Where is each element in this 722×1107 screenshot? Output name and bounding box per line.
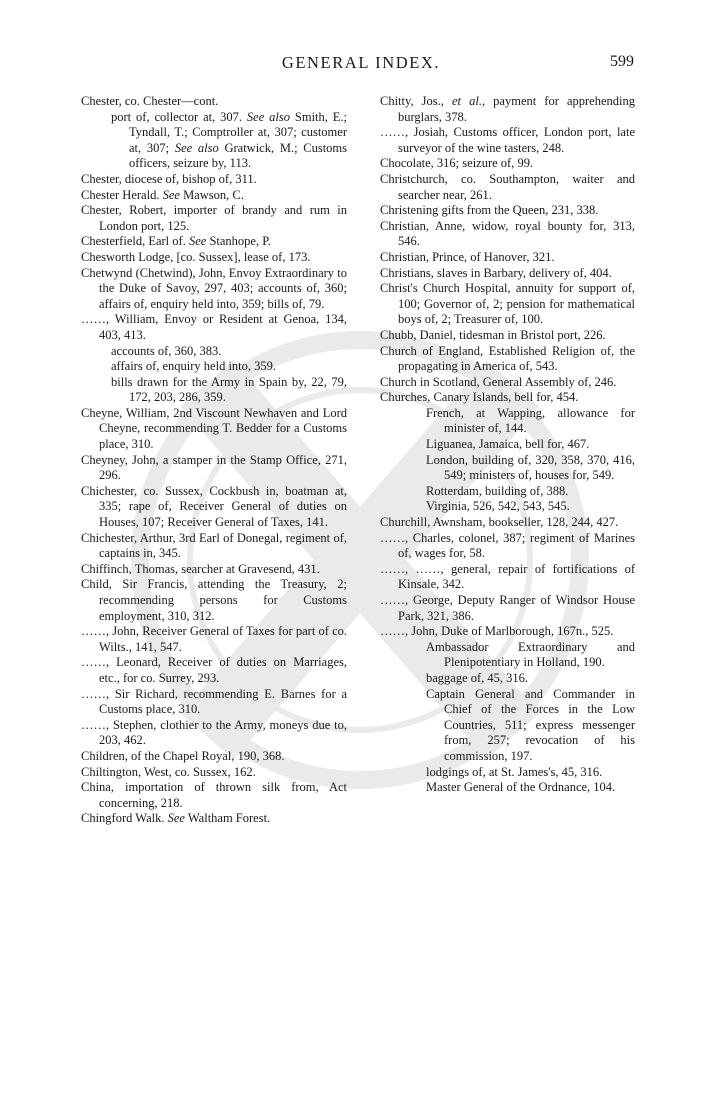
sub-entry: Ambassador Extraordinary and Plenipotentiary in Holland, 190. xyxy=(426,639,635,670)
index-entry: Christening gifts from the Queen, 231, 338. xyxy=(380,203,599,218)
sub-entry: baggage of, 45, 316. xyxy=(426,670,529,685)
sub-entry: lodgings of, at St. James's, 45, 316. xyxy=(426,764,603,779)
index-entry: Chetwynd (Chetwind), John, Envoy Extraordinary to the Duke of Savoy, 297, 403; accounts of, 360; affairs of, enquiry held into, 359; bills of, 79. xyxy=(81,265,347,311)
index-entry: ……, ……, general, repair of fortifications of Kinsale, 342. xyxy=(380,561,635,592)
see-ref: See xyxy=(167,811,185,826)
index-entry: ……, John, Duke of Marlborough, 167n., 525. Ambassador Extraordinary and Plenipotentiary in Holland, 190. baggage of, 45, 316. Captain General and Commander in Chief of the Forces in the Low Countries, 511; express messenger from, 257; revocation of his commission, 197. lodgings of, at St. James's, 45, 316. Master General of the Ordnance, 104. xyxy=(380,624,635,795)
index-entry: China, importation of thrown silk from, Act concerning, 218. xyxy=(81,780,347,810)
index-entry: ……, Stephen, clothier to the Army, moneys due to, 203, 462. xyxy=(81,717,347,748)
see-also-ref: See also xyxy=(174,140,219,155)
index-column-left xyxy=(81,94,347,827)
index-entry: Cheyne, William, 2nd Viscount Newhaven and Lord Cheyne, recommending T. Bedder for a Customs place, 310. xyxy=(81,405,347,452)
index-entry: Chitty, Jos., et al., payment for apprehending burglars, 378. xyxy=(380,94,635,124)
index-entry: Chichester, co. Sussex, Cockbush in, boatman at, 335; rape of, Receiver General of duties on Houses, 107; Receiver General of Taxes, 141. xyxy=(81,483,347,530)
sub-entry: port of, collector at, 307. See also Smith, E.; Tyndall, T.; Comptroller at, 307; customer at, 307; See also Gratwick, M.; Customs officers, seizure by, 113. xyxy=(111,109,348,171)
index-entry: ……, Josiah, Customs officer, London port, late surveyor of the wine tasters, 248. xyxy=(380,125,635,155)
index-entry xyxy=(81,94,347,172)
sub-entry: Liguanea, Jamaica, bell for, 467. xyxy=(426,437,590,452)
see-ref: See xyxy=(162,187,180,202)
index-entry: Chingford Walk. See Waltham Forest. xyxy=(81,811,271,826)
sub-entry: accounts of, 360, 383. xyxy=(111,343,222,358)
index-entry: ……, Sir Richard, recommending E. Barnes for a Customs place, 310. xyxy=(81,686,347,717)
index-column-right xyxy=(380,94,635,796)
index-entry: Chesterfield, Earl of. See Stanhope, P. xyxy=(81,234,271,249)
index-entry: Churchill, Awnsham, bookseller, 128, 244, 427. xyxy=(380,515,619,530)
index-entry: Christian, Prince, of Hanover, 321. xyxy=(380,249,555,264)
index-entry: Chocolate, 316; seizure of, 99. xyxy=(380,156,534,171)
index-entry: Chiffinch, Thomas, searcher at Gravesend, 431. xyxy=(81,561,320,576)
index-entry: Child, Sir Francis, attending the Treasury, 2; recommending persons for Customs employment, 310, 312. xyxy=(81,577,347,623)
index-entry: Churches, Canary Islands, bell for, 454. French, at Wapping, allowance for minister of, 144. Liguanea, Jamaica, bell for, 467. London, building of, 320, 358, 370, 416, 549; ministers of, houses for, 549. Rotterdam, building of, 388. Virginia, 526, 542, 543, 545. xyxy=(380,390,635,514)
index-entry: ……, John, Receiver General of Taxes for part of co. Wilts., 141, 547. xyxy=(81,624,347,654)
index-entry: Christian, Anne, widow, royal bounty for, 313, 546. xyxy=(380,218,635,249)
see-also-ref: See also xyxy=(246,109,290,124)
index-entry: Church of England, Established Religion of, the propagating in America of, 543. xyxy=(380,343,635,374)
index-entry: ……, Leonard, Receiver of duties on Marriages, etc., for co. Surrey, 293. xyxy=(81,655,347,685)
index-entry: Chichester, Arthur, 3rd Earl of Donegal, regiment of, captains in, 345. xyxy=(81,530,347,561)
index-entry: Cheyney, John, a stamper in the Stamp Office, 271, 296. xyxy=(81,452,347,483)
index-entry: Children, of the Chapel Royal, 190, 368. xyxy=(81,748,285,763)
index-entry: Chiltington, West, co. Sussex, 162. xyxy=(81,764,256,779)
page-header xyxy=(0,53,722,77)
index-entry: Chesworth Lodge, [co. Sussex], lease of, 173. xyxy=(81,249,311,264)
sub-entry: French, at Wapping, allowance for minister of, 144. xyxy=(426,405,635,436)
sub-entry: Master General of the Ordnance, 104. xyxy=(426,780,616,795)
sub-entry: Rotterdam, building of, 388. xyxy=(426,483,569,498)
index-entry: Church in Scotland, General Assembly of, 246. xyxy=(380,374,617,389)
sub-entry: Virginia, 526, 542, 543, 545. xyxy=(426,499,570,514)
index-entry: Christchurch, co. Southampton, waiter and searcher near, 261. xyxy=(380,171,635,202)
page-number: 599 xyxy=(610,53,634,70)
index-entry: Christ's Church Hospital, annuity for support of, 100; Governor of, 2; pension for mathematical boys of, 2; Treasurer of, 100. xyxy=(380,281,635,327)
sub-entry: bills drawn for the Army in Spain by, 22, 79, 172, 203, 286, 359. xyxy=(111,374,347,405)
sub-entry: London, building of, 320, 358, 370, 416, 549; ministers of, houses for, 549. xyxy=(426,452,635,483)
index-entry: Christians, slaves in Barbary, delivery of, 404. xyxy=(380,265,612,280)
index-entry: ……, George, Deputy Ranger of Windsor House Park, 321, 386. xyxy=(380,593,635,623)
see-ref: See xyxy=(188,234,207,249)
index-entry: Chester, Robert, importer of brandy and rum in London port, 125. xyxy=(81,203,347,233)
sub-entry: Captain General and Commander in Chief of the Forces in the Low Countries, 511; express messenger from, 257; revocation of his commission, 197. xyxy=(426,686,635,763)
index-entry: Chubb, Daniel, tidesman in Bristol port, 226. xyxy=(380,327,606,342)
index-entry: ……, Charles, colonel, 387; regiment of Marines of, wages for, 58. xyxy=(380,530,635,561)
index-entry: Chester Herald. See Mawson, C. xyxy=(81,187,244,202)
index-entry: ……, William, Envoy or Resident at Genoa, 134, 403, 413. accounts of, 360, 383. affairs of, enquiry held into, 359. bills drawn for the Army in Spain by, 22, 79, 172, 203, 286, 359. xyxy=(81,312,347,405)
sub-entry: affairs of, enquiry held into, 359. xyxy=(111,359,277,374)
index-entry: Chester, diocese of, bishop of, 311. xyxy=(81,171,257,186)
running-title: GENERAL INDEX. xyxy=(281,53,441,72)
entry-heading: Chester, co. Chester—cont. xyxy=(81,94,219,108)
